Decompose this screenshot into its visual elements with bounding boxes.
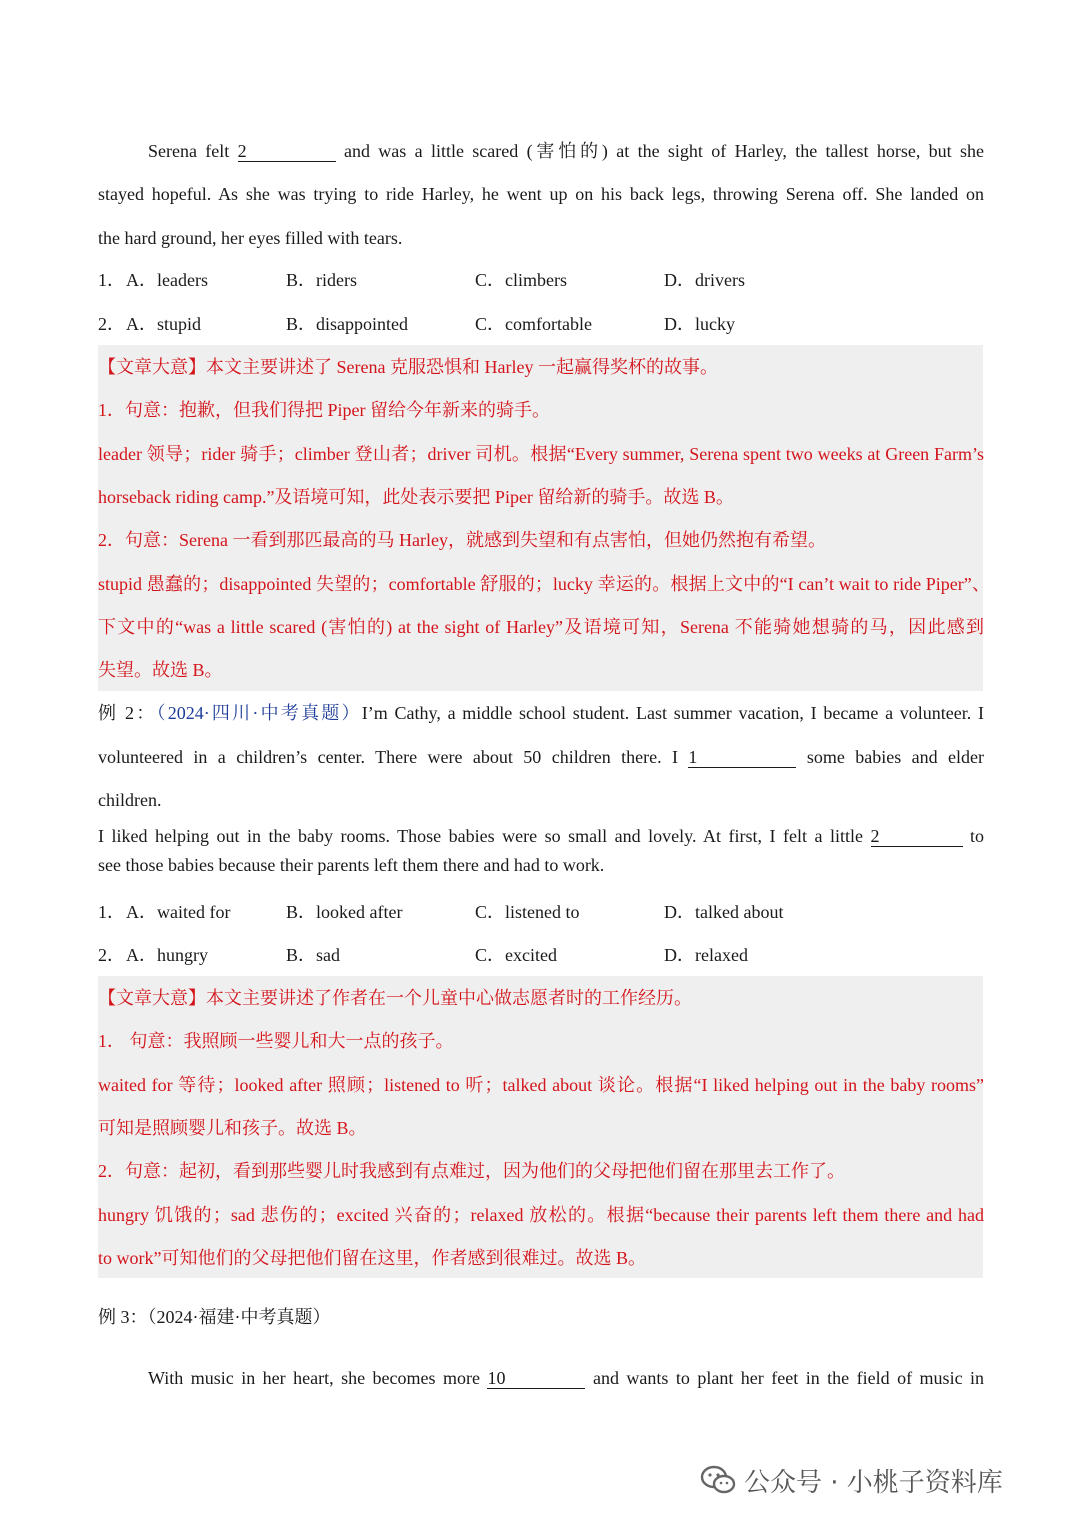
option-d: D．talked about [664, 902, 784, 922]
passage-text: volunteered in a children’s center. There were about 50 children there. I [98, 747, 678, 767]
ex1-summary: 【文章大意】本文主要讲述了 Serena 克服恐惧和 Harley 一起赢得奖杯的故事。 [98, 357, 718, 377]
ex1-a2-explain-1: stupid 愚蠢的；disappointed 失望的；comfortable 舒服的；lucky 幸运的。根据上文中的“I can’t wait to ride Piper”、 [98, 574, 990, 594]
answer-blank: 2 [238, 141, 336, 162]
ex1-passage-line-1 [148, 139, 984, 163]
ex1-a2-explain-2: 下文中的“was a little scared (害怕的) at the sight of Harley”及语境可知，Serena 不能骑她想骑的马，因此感到 [98, 617, 984, 637]
option-d: D．drivers [664, 270, 745, 290]
passage-text: and wants to plant her feet in the field of music in [592, 1368, 985, 1388]
passage-text: some babies and elder [806, 747, 985, 767]
passage-text: With music in her heart, she becomes more [148, 1368, 480, 1388]
example-label: 例 2： [98, 703, 157, 723]
answer-blank: 2 [871, 826, 963, 847]
question-number: 1． [98, 270, 125, 290]
question-number: 2． [98, 945, 125, 965]
example-source: （2024·四川·中考真题） [156, 703, 362, 723]
ex2-summary: 【文章大意】本文主要讲述了作者在一个儿童中心做志愿者时的工作经历。 [98, 988, 692, 1008]
answer-blank: 1 [688, 747, 796, 768]
ex2-line-5: see those babies because their parents left them there and had to work. [98, 855, 605, 875]
ex2-line-4 [98, 824, 984, 848]
option-c: C．comfortable [475, 314, 592, 334]
ex2-line-1 [98, 701, 984, 725]
passage-text: to [970, 826, 985, 846]
option-b: B．disappointed [286, 314, 408, 334]
passage-text: Serena felt [148, 141, 230, 161]
ex1-a2-meaning: 2．句意：Serena 一看到那匹最高的马 Harley，就感到失望和有点害怕，但她仍然抱有希望。 [98, 530, 826, 550]
option-d: D．lucky [664, 314, 735, 334]
option-c: C．climbers [475, 270, 567, 290]
option-c: C．listened to [475, 902, 580, 922]
ex2-line-3: children. [98, 790, 162, 810]
ex2-a2-meaning: 2．句意：起初，看到那些婴儿时我感到有点难过，因为他们的父母把他们留在那里去工作了。 [98, 1161, 845, 1181]
ex1-a1-explain-2: horseback riding camp.”及语境可知，此处表示要把 Piper 留给新的骑手。故选 B。 [98, 487, 734, 507]
passage-text: and was a little scared (害怕的) at the sight of Harley, the tallest horse, but she [343, 141, 985, 161]
ex1-passage-line-2: stayed hopeful. As she was trying to ride Harley, he went up on his back legs, throwing Serena off. She landed on [98, 184, 984, 204]
ex3-line-1 [148, 1366, 984, 1390]
option-a: A．hungry [126, 945, 208, 965]
option-a: A．waited for [126, 902, 231, 922]
watermark-text: 公众号 · 小桃子资料库 [744, 1468, 1003, 1498]
ex2-a1-explain-1: waited for 等待；looked after 照顾；listened to 听；talked about 谈论。根据“I liked helping out in the baby rooms” [98, 1075, 984, 1095]
ex1-a2-explain-3: 失望。故选 B。 [98, 660, 223, 680]
passage-text: I’m Cathy, a middle school student. Last summer vacation, I became a volunteer. I [361, 703, 985, 723]
option-a: A．stupid [126, 314, 202, 334]
passage-text: I liked helping out in the baby rooms. Those babies were so small and lovely. At first, I felt a little [98, 826, 863, 846]
ex3-heading: 例 3：（2024·福建·中考真题） [98, 1307, 331, 1327]
ex2-a2-explain-2: to work”可知他们的父母把他们留在这里，作者感到很难过。故选 B。 [98, 1248, 646, 1268]
ex2-line-2 [98, 745, 984, 769]
ex1-a1-meaning: 1．句意：抱歉，但我们得把 Piper 留给今年新来的骑手。 [98, 400, 550, 420]
answer-blank: 10 [487, 1368, 585, 1389]
wechat-watermark [700, 1462, 1003, 1502]
ex2-a1-meaning: 1． 句意：我照顾一些婴儿和大一点的孩子。 [98, 1031, 454, 1051]
ex1-passage-line-3: the hard ground, her eyes filled with tears. [98, 228, 403, 248]
ex1-analysis-box [98, 345, 983, 691]
option-b: B．riders [286, 270, 357, 290]
option-a: A．leaders [126, 270, 208, 290]
ex2-a1-explain-2: 可知是照顾婴儿和孩子。故选 B。 [98, 1118, 367, 1138]
option-b: B．sad [286, 945, 340, 965]
question-number: 2． [98, 314, 125, 334]
option-b: B．looked after [286, 902, 403, 922]
question-number: 1． [98, 902, 125, 922]
wechat-icon [700, 1465, 736, 1502]
option-d: D．relaxed [664, 945, 748, 965]
ex2-a2-explain-1: hungry 饥饿的；sad 悲伤的；excited 兴奋的；relaxed 放松的。根据“because their parents left them there and had [98, 1205, 984, 1225]
ex1-a1-explain-1: leader 领导；rider 骑手；climber 登山者；driver 司机。根据“Every summer, Serena spent two weeks at Green Farm’s [98, 444, 984, 464]
option-c: C．excited [475, 945, 557, 965]
